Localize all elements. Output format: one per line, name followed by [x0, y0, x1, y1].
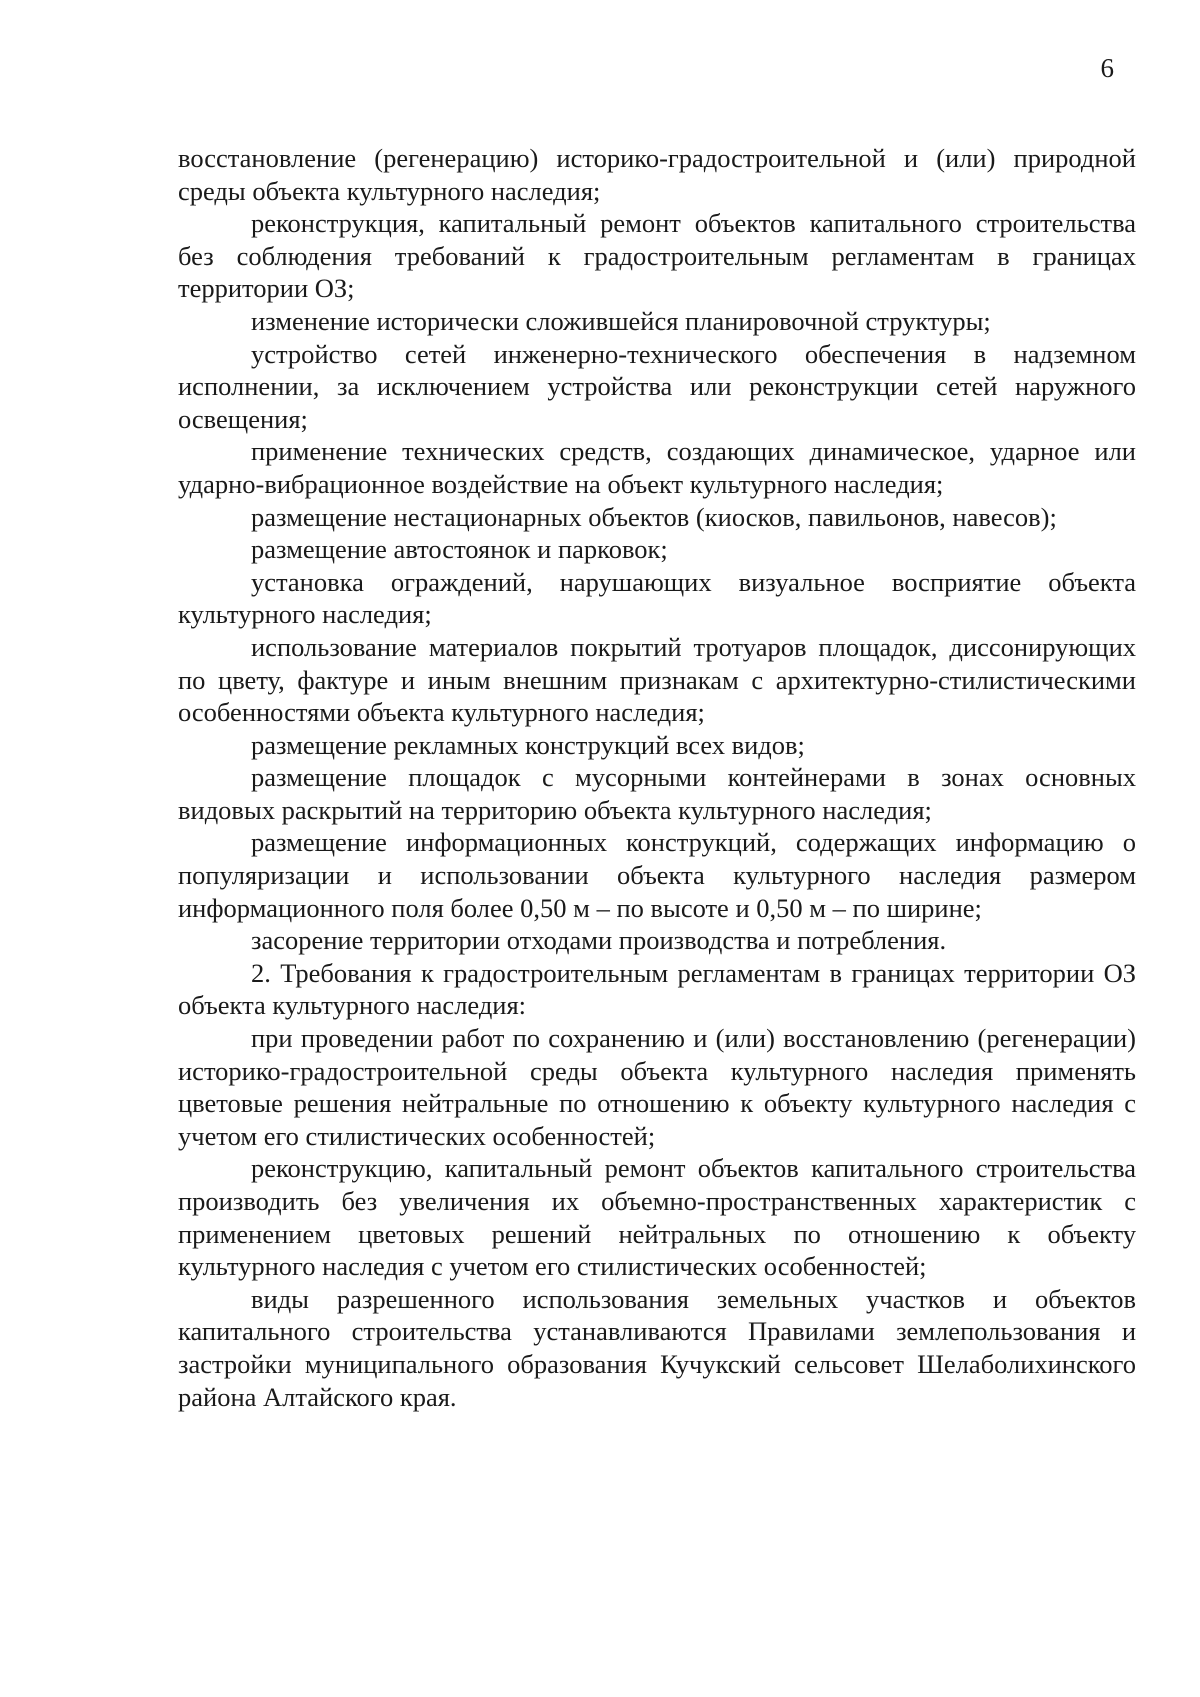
page-number: 6 — [1100, 53, 1114, 83]
paragraph: засорение территории отходами производства и потребления. — [251, 925, 947, 956]
paragraph: восстановление (регенерацию) историко-градостроительной и (или) природной среды объекта культурного наследия; — [178, 143, 1136, 206]
paragraph: размещение нестационарных объектов (киосков, павильонов, навесов); — [251, 501, 1057, 532]
paragraph: реконструкция, капитальный ремонт объектов капитального строительства без соблюдения требований к градостроительным регламентам в границах территории ОЗ; — [178, 208, 1136, 304]
paragraph: размещение информационных конструкций, содержащих информацию о популяризации и использовании объекта культурного наследия размером информационного поля более 0,50 м – по высоте и 0,50 м – по ширине; — [178, 827, 1136, 923]
paragraph: размещение автостоянок и парковок; — [251, 534, 668, 565]
section-heading-paragraph: 2. Требования к градостроительным регламентам в границах территории ОЗ объекта культурного наследия: — [178, 957, 1136, 1021]
paragraph: изменение исторически сложившейся планировочной структуры; — [251, 305, 991, 336]
paragraph: размещение площадок с мусорными контейнерами в зонах основных видовых раскрытий на территорию объекта культурного наследия; — [178, 762, 1136, 825]
paragraph: виды разрешенного использования земельных участков и объектов капитального строительства устанавливаются Правилами землепользования и застройки муниципального образования Кучукский сельсовет Шелаболихинского района Алтайского края. — [178, 1283, 1136, 1412]
paragraph: реконструкцию, капитальный ремонт объектов капитального строительства производить без увеличения их объемно-пространственных характеристик с применением цветовых решений нейтральных по отношению к объекту культурного наследия с учетом его стилистических особенностей; — [178, 1153, 1136, 1282]
paragraph: при проведении работ по сохранению и (или) восстановлению (регенерации) историко-градостроительной среды объекта культурного наследия применять цветовые решения нейтральные по отношению к объекту культурного наследия с учетом его стилистических особенностей; — [178, 1023, 1136, 1151]
paragraph: устройство сетей инженерно-технического обеспечения в надземном исполнении, за исключением устройства или реконструкции сетей наружного освещения; — [178, 338, 1136, 434]
paragraph: применение технических средств, создающих динамическое, ударное или ударно-вибрационное воздействие на объект культурного наследия; — [178, 436, 1136, 499]
paragraph: размещение рекламных конструкций всех видов; — [251, 729, 805, 760]
paragraph: установка ограждений, нарушающих визуальное восприятие объекта культурного наследия; — [178, 566, 1136, 630]
document-body — [178, 142, 1136, 1413]
paragraph: использование материалов покрытий тротуаров площадок, диссонирующих по цвету, фактуре и иным внешним признакам с архитектурно-стилистическими особенностями объекта культурного наследия; — [178, 631, 1136, 728]
